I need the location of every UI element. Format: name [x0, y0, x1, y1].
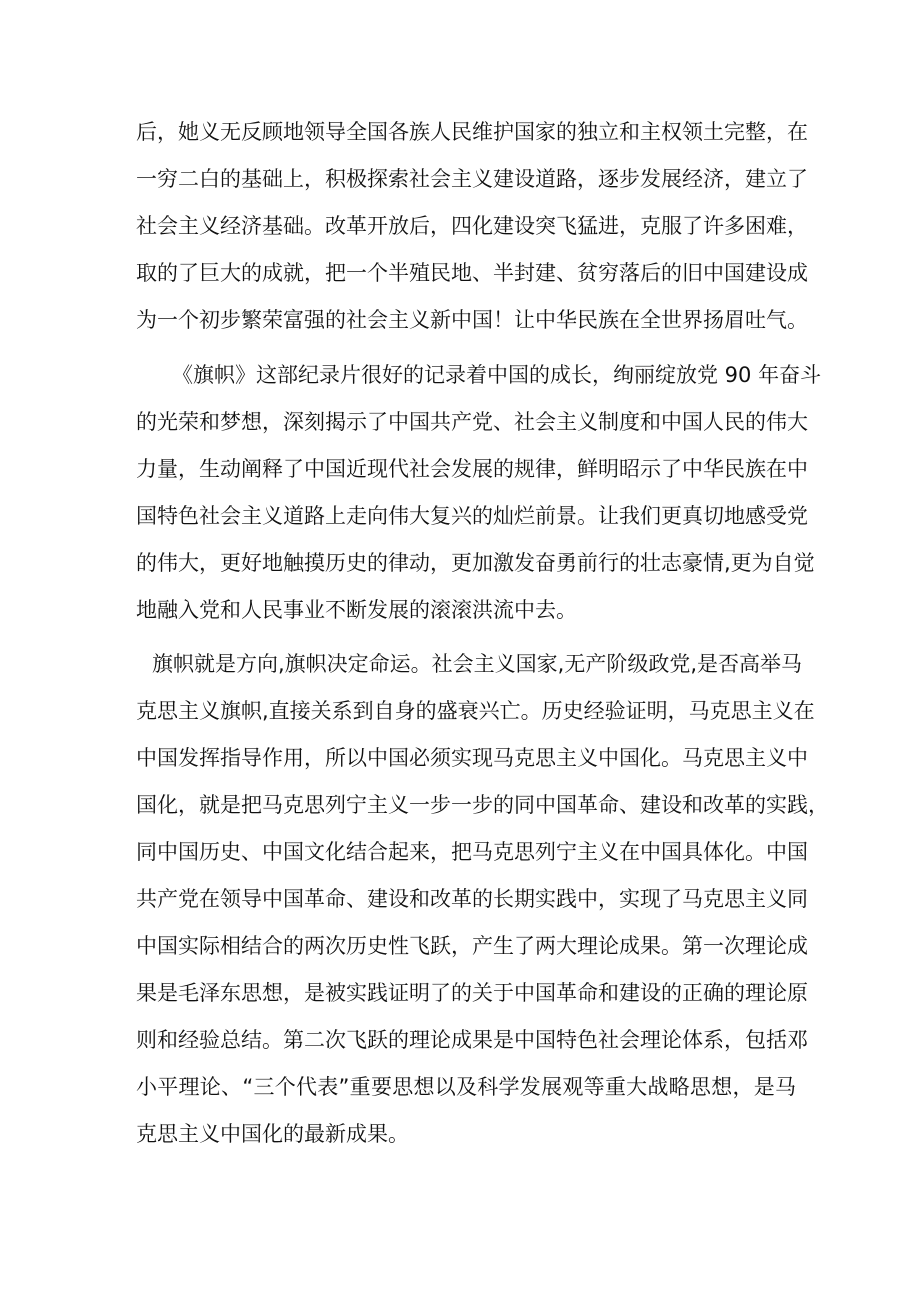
paragraph-3-line-3: 中国发挥指导作用，所以中国必须实现马克思主义中国化。马克思主义中	[136, 746, 808, 770]
paragraph-3-line-9: 则和经验总结。第二次飞跃的理论成果是中国特色社会理论体系，包括邓	[136, 1028, 808, 1052]
paragraph-3-line-11: 克思主义中国化的最新成果。	[136, 1122, 409, 1146]
paragraph-2-line-6: 地融入党和人民事业不断发展的滚滚洪流中去。	[136, 598, 577, 622]
paragraph-1-line-1: 后，她义无反顾地领导全国各族人民维护国家的独立和主权领土完整，在	[136, 120, 808, 144]
paragraph-3-line-10: 小平理论、“三个代表”重要思想以及科学发展观等重大战略思想，是马	[136, 1075, 796, 1099]
paragraph-3-line-6: 共产党在领导中国革命、建设和改革的长期实践中，实现了马克思主义同	[136, 887, 808, 911]
paragraph-2-line-2: 的光荣和梦想，深刻揭示了中国共产党、社会主义制度和中国人民的伟大	[136, 410, 808, 434]
paragraph-1-line-3: 社会主义经济基础。改革开放后，四化建设突飞猛进，克服了许多困难，	[136, 214, 808, 238]
paragraph-3-line-1: 旗帜就是方向,旗帜决定命运。社会主义国家,无产阶级政党,是否高举马	[152, 652, 803, 676]
paragraph-3-line-5: 同中国历史、中国文化结合起来，把马克思列宁主义在中国具体化。中国	[136, 840, 808, 864]
paragraph-1-line-5: 为一个初步繁荣富强的社会主义新中国！让中华民族在全世界扬眉吐气。	[136, 308, 808, 332]
paragraph-3-line-4: 国化，就是把马克思列宁主义一步一步的同中国革命、建设和改革的实践，	[136, 793, 829, 817]
paragraph-1-line-2: 一穷二白的基础上，积极探索社会主义建设道路，逐步发展经济，建立了	[136, 167, 808, 191]
paragraph-3-line-2: 克思主义旗帜,直接关系到自身的盛衰兴亡。历史经验证明，马克思主义在	[136, 699, 815, 723]
paragraph-3-line-7: 中国实际相结合的两次历史性飞跃，产生了两大理论成果。第一次理论成	[136, 934, 808, 958]
paragraph-2-line-3: 力量，生动阐释了中国近现代社会发展的规律，鲜明昭示了中华民族在中	[136, 457, 808, 481]
paragraph-3-line-8: 果是毛泽东思想，是被实践证明了的关于中国革命和建设的正确的理论原	[136, 981, 808, 1005]
paragraph-2-line-4: 国特色社会主义道路上走向伟大复兴的灿烂前景。让我们更真切地感受党	[136, 504, 808, 528]
paragraph-2-line-1: 《旗帜》这部纪录片很好的记录着中国的成长，绚丽绽放党 90 年奋斗	[172, 363, 822, 387]
paragraph-1-line-4: 取的了巨大的成就，把一个半殖民地、半封建、贫穷落后的旧中国建设成	[136, 261, 808, 285]
paragraph-2-line-5: 的伟大，更好地触摸历史的律动，更加激发奋勇前行的壮志豪情,更为自觉	[136, 551, 815, 575]
